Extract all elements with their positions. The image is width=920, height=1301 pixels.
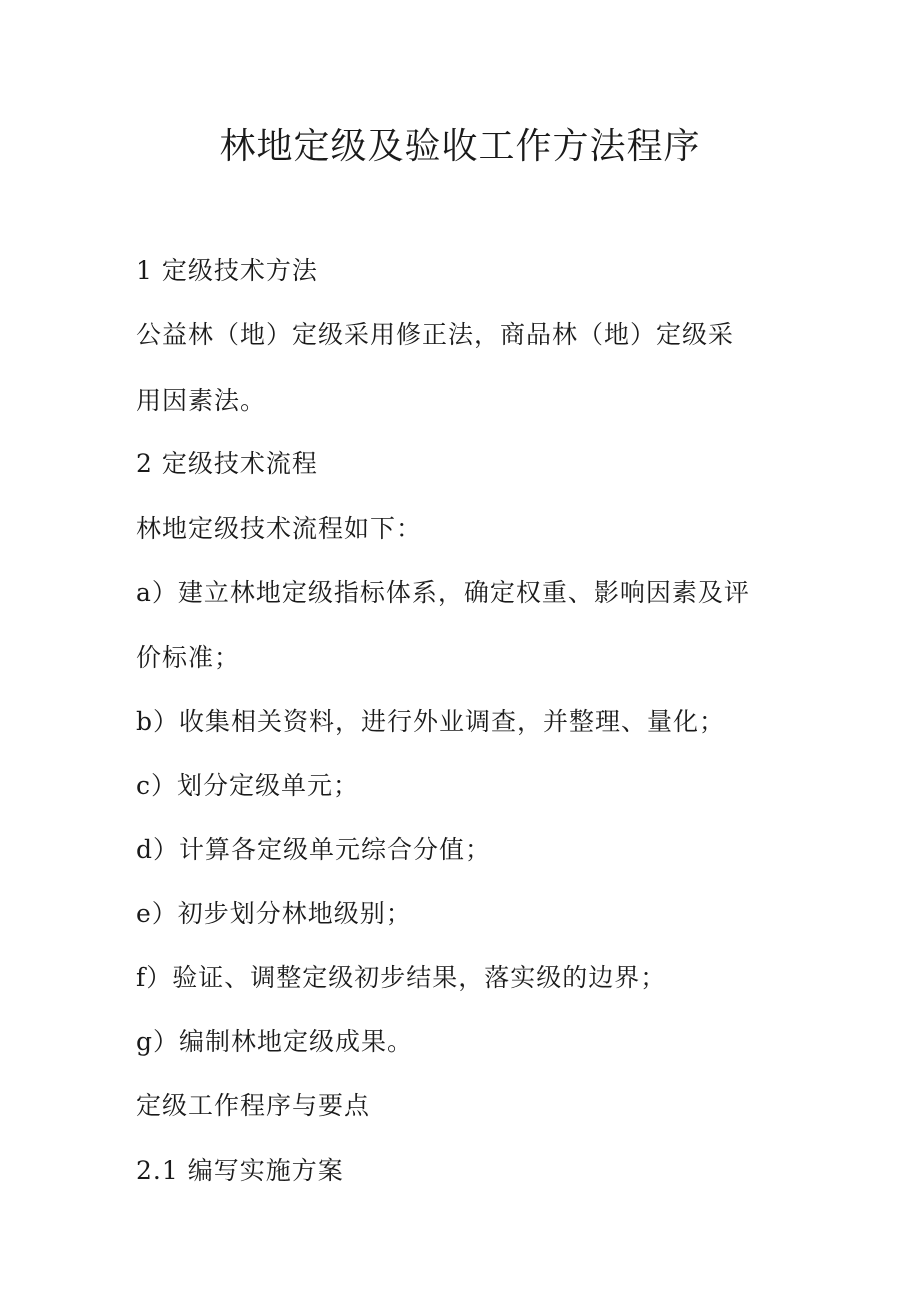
subsection-heading-2-1: 2.1 编写实施方案	[136, 1156, 344, 1185]
list-item-g: g）编制林地定级成果。	[136, 1027, 414, 1056]
list-item-f: f）验证、调整定级初步结果，落实级的边界；	[136, 963, 667, 992]
list-item-b: b）收集相关资料，进行外业调查，并整理、量化；	[136, 707, 726, 736]
section-heading-2: 2 定级技术流程	[136, 449, 318, 478]
section-heading-1: 1 定级技术方法	[136, 256, 318, 285]
section-heading-3: 定级工作程序与要点	[136, 1091, 371, 1120]
list-item-d: d）计算各定级单元综合分值；	[136, 835, 492, 864]
list-item-e: e）初步划分林地级别；	[136, 899, 412, 928]
body-line-2: 用因素法。	[136, 386, 267, 415]
body-line-3: 林地定级技术流程如下：	[136, 514, 423, 543]
list-item-a-continued: 价标准；	[136, 643, 241, 672]
body-line-1: 公益林（地）定级采用修正法，商品林（地）定级采	[136, 320, 735, 349]
list-item-c: c）划分定级单元；	[136, 771, 360, 800]
document-title: 林地定级及验收工作方法程序	[219, 126, 701, 167]
list-item-a: a）建立林地定级指标体系，确定权重、影响因素及评	[136, 578, 750, 607]
